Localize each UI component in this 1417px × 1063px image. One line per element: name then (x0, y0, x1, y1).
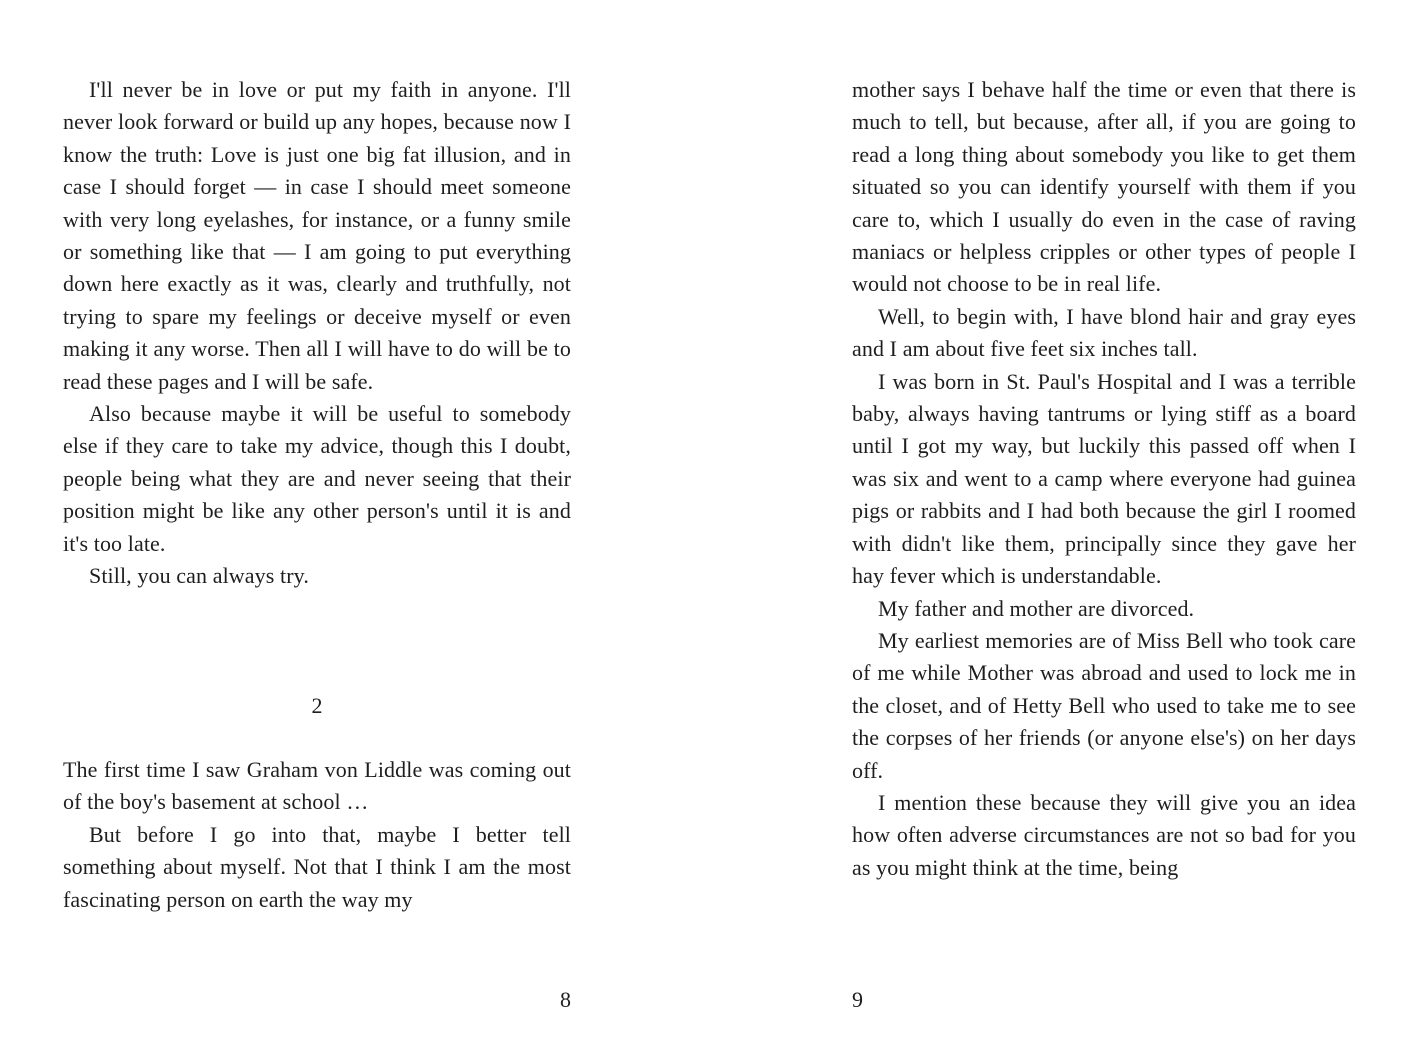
paragraph: mother says I behave half the time or even that there is much to tell, but because, after all, if you are going to read a long thing about somebody you like to get them situated so you can identify yourself with them if you care to, which I usually do even in the case of raving maniacs or helpless cripples or other types of people I would not choose to be in real life. (852, 77, 1356, 297)
paragraph: My earliest memories are of Miss Bell who took care of me while Mother was abroad and used to lock me in the closet, and of Hetty Bell who used to take me to see the corpses of her friends (or anyone else's) on her days off. (852, 627, 1356, 783)
chapter-heading: 2 (311, 692, 323, 718)
paragraph: The first time I saw Graham von Liddle was coming out of the boy's basement at school … (63, 756, 571, 815)
paragraph: My father and mother are divorced. (878, 595, 1195, 621)
paragraph: Still, you can always try. (89, 563, 309, 589)
paragraph: I'll never be in love or put my faith in anyone. I'll never look forward or build up any hopes, because now I know the truth: Love is just one big fat illusion, and in case I should forget — in case I should meet someone with very long eyelashes, for instance, or a funny smile or something like that — I am going to put everything down here exactly as it was, clearly and truthfully, not trying to spare my feelings or deceive myself or even making it any worse. Then all I will have to do will be to read these pages and I will be safe. (63, 77, 571, 394)
paragraph: But before I go into that, maybe I better tell something about myself. Not that I think I am the most fascinating person on earth the way my (63, 821, 571, 912)
page-right-text (852, 74, 1356, 884)
paragraph: I was born in St. Paul's Hospital and I was a terrible baby, always having tantrums or lying stiff as a board until I got my way, but luckily this passed off when I was six and went to a camp where everyone had guinea pigs or rabbits and I had both because the girl I roomed with didn't like them, principally since they gave her hay fever which is understandable. (852, 368, 1356, 589)
page-left-text (63, 74, 571, 916)
paragraph: Also because maybe it will be useful to somebody else if they care to take my advice, though this I doubt, people being what they are and never seeing that their position might be like any other person's until it is and it's too late. (63, 401, 571, 556)
paragraph: I mention these because they will give you an idea how often adverse circumstances are not so bad for you as you might think at the time, being (852, 789, 1356, 880)
page-number-right: 9 (852, 987, 863, 1012)
paragraph: Well, to begin with, I have blond hair and gray eyes and I am about five feet six inches tall. (852, 303, 1356, 362)
page-number-left: 8 (560, 987, 571, 1012)
